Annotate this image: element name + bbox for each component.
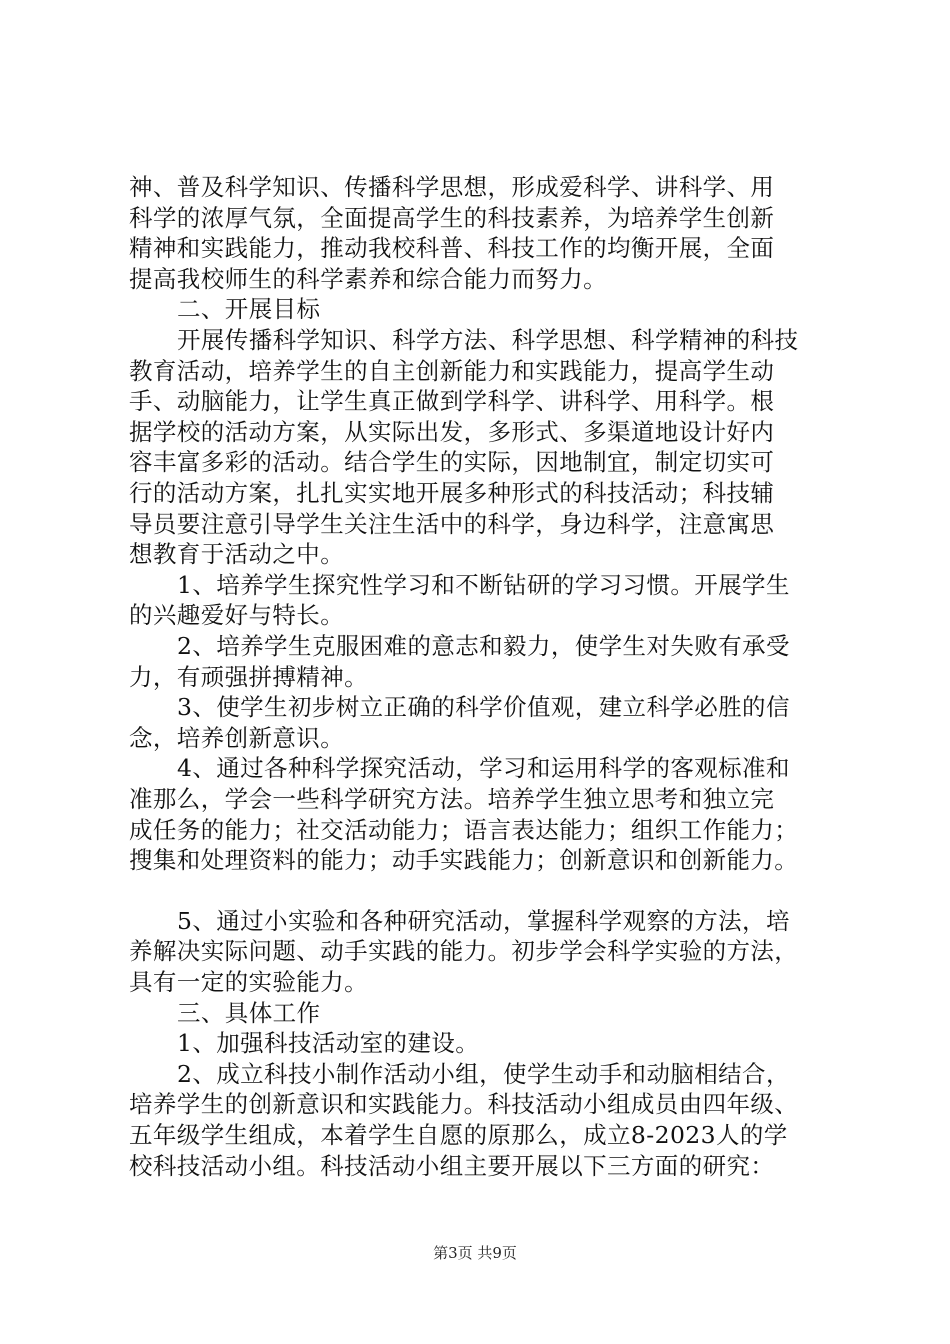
- paragraph-line: 提高我校师生的科学素养和综合能力而努力。: [129, 265, 607, 293]
- list-item-line: 培养学生的创新意识和实践能力。科技活动小组成员由四年级、: [129, 1090, 799, 1118]
- paragraph-line: 神、普及科学知识、传播科学思想，形成爱科学、讲科学、用: [129, 173, 775, 201]
- paragraph-line: 开展传播科学知识、科学方法、科学思想、科学精神的科技: [177, 326, 799, 354]
- list-item-line: 准那么，学会一些科学研究方法。培养学生独立思考和独立完: [129, 785, 775, 813]
- paragraph-line: 精神和实践能力，推动我校科普、科技工作的均衡开展，全面: [129, 234, 775, 262]
- paragraph-line: 科学的浓厚气氛，全面提高学生的科技素养，为培养学生创新: [129, 204, 775, 232]
- list-item-line: 1、培养学生探究性学习和不断钻研的学习习惯。开展学生: [177, 571, 790, 599]
- list-item-line: 五年级学生组成，本着学生自愿的原那么，成立8-2023人的学: [129, 1121, 788, 1149]
- paragraph-line: 容丰富多彩的活动。结合学生的实际，因地制宜，制定切实可: [129, 448, 775, 476]
- list-item-line: 力，有顽强拼搏精神。: [129, 663, 368, 691]
- list-item-line: 校科技活动小组。科技活动小组主要开展以下三方面的研究：: [129, 1152, 775, 1180]
- paragraph-line: 据学校的活动方案，从实际出发，多形式、多渠道地设计好内: [129, 418, 775, 446]
- list-item-line: 养解决实际问题、动手实践的能力。初步学会科学实验的方法，: [129, 937, 799, 965]
- list-item-line: 3、使学生初步树立正确的科学价值观，建立科学必胜的信: [177, 693, 790, 721]
- page-footer: 第3页 共9页: [433, 1244, 517, 1262]
- list-item-line: 成任务的能力；社交活动能力；语言表达能力；组织工作能力；: [129, 816, 799, 844]
- list-item-line: 5、通过小实验和各种研究活动，掌握科学观察的方法，培: [177, 907, 790, 935]
- section-heading: 二、开展目标: [177, 295, 321, 323]
- paragraph-line: 教育活动，培养学生的自主创新能力和实践能力，提高学生动: [129, 357, 775, 385]
- list-item-line: 2、成立科技小制作活动小组，使学生动手和动脑相结合，: [177, 1060, 790, 1088]
- list-item-line: 具有一定的实验能力。: [129, 968, 368, 996]
- paragraph-line: 行的活动方案，扎扎实实地开展多种形式的科技活动；科技辅: [129, 479, 775, 507]
- list-item-line: 1、加强科技活动室的建设。: [177, 1029, 480, 1057]
- paragraph-line: 手、动脑能力，让学生真正做到学科学、讲科学、用科学。根: [129, 387, 775, 415]
- list-item-line: 4、通过各种科学探究活动，学习和运用科学的客观标准和: [177, 754, 790, 782]
- list-item-line: 搜集和处理资料的能力；动手实践能力；创新意识和创新能力。: [129, 846, 799, 874]
- paragraph-line: 想教育于活动之中。: [129, 540, 345, 568]
- section-heading: 三、具体工作: [177, 999, 321, 1027]
- paragraph-line: 导员要注意引导学生关注生活中的科学，身边科学，注意寓思: [129, 510, 775, 538]
- list-item-line: 念，培养创新意识。: [129, 724, 345, 752]
- list-item-line: 2、培养学生克服困难的意志和毅力，使学生对失败有承受: [177, 632, 790, 660]
- list-item-line: 的兴趣爱好与特长。: [129, 601, 345, 629]
